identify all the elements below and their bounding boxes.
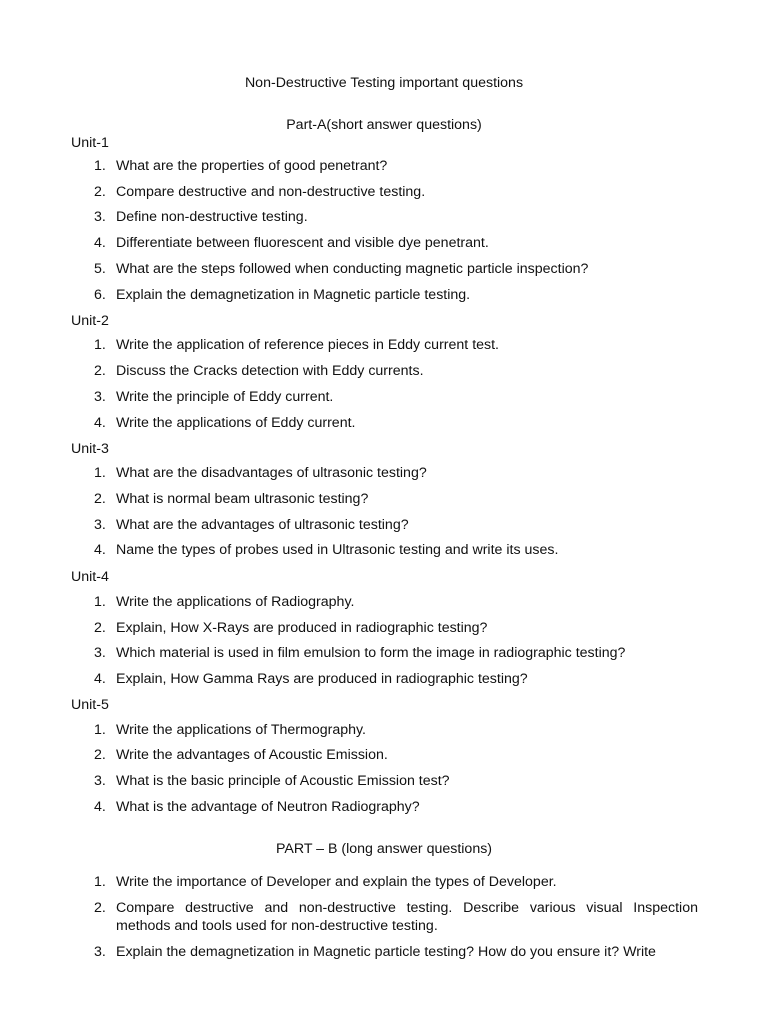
question-text: Name the types of probes used in Ultrasonic testing and write its uses. (116, 542, 559, 558)
question-text: What are the disadvantages of ultrasonic testing? (116, 465, 427, 481)
question-text: Define non-destructive testing. (116, 209, 308, 225)
question-text: Compare destructive and non-destructive testing. (116, 184, 426, 200)
question-item (94, 158, 698, 176)
unit-heading: Unit-4 (71, 569, 109, 585)
question-item (94, 722, 698, 740)
question-item (94, 363, 698, 381)
question-number: 2. (94, 747, 106, 763)
question-text: Write the applications of Eddy current. (116, 415, 356, 431)
question-number: 2. (94, 363, 106, 379)
question-text: What is the basic principle of Acoustic Emission test? (116, 773, 450, 789)
question-number: 5. (94, 261, 106, 277)
question-item (94, 184, 698, 202)
unit-heading: Unit-2 (71, 313, 109, 329)
question-number: 3. (94, 209, 106, 225)
question-item (94, 209, 698, 227)
question-text: Explain the demagnetization in Magnetic particle testing? How do you ensure it? Write (116, 944, 656, 960)
question-item (94, 671, 698, 689)
question-number: 1. (94, 594, 106, 610)
question-item (94, 773, 698, 791)
question-item (94, 799, 698, 817)
question-item (94, 287, 698, 305)
question-text: What is the advantage of Neutron Radiography? (116, 799, 420, 815)
question-text: Write the applications of Radiography. (116, 594, 355, 610)
question-text: What are the properties of good penetrant? (116, 158, 388, 174)
question-text: Write the principle of Eddy current. (116, 389, 334, 405)
question-number: 4. (94, 415, 106, 431)
question-number: 2. (94, 184, 106, 200)
question-item (94, 874, 698, 892)
question-text: Compare destructive and non-destructive testing. Describe various visual Inspection methods and tools used for non-destructive testing. (116, 900, 698, 934)
question-item (94, 747, 698, 765)
question-text: What are the steps followed when conducting magnetic particle inspection? (116, 261, 589, 277)
unit-heading: Unit-3 (71, 441, 109, 457)
question-item (94, 389, 698, 407)
question-text: What are the advantages of ultrasonic testing? (116, 517, 409, 533)
question-item (94, 944, 698, 962)
question-text: Write the importance of Developer and explain the types of Developer. (116, 874, 557, 890)
question-item (94, 517, 698, 535)
question-number: 2. (94, 491, 106, 507)
question-text: Explain, How Gamma Rays are produced in radiographic testing? (116, 671, 528, 687)
question-number: 6. (94, 287, 106, 303)
question-item (94, 261, 698, 279)
question-item (94, 900, 698, 935)
question-text: What is normal beam ultrasonic testing? (116, 491, 369, 507)
question-number: 1. (94, 465, 106, 481)
question-text: Write the applications of Thermography. (116, 722, 366, 738)
question-text: Write the advantages of Acoustic Emission. (116, 747, 388, 763)
question-item (94, 465, 698, 483)
question-text: Explain, How X-Rays are produced in radiographic testing? (116, 620, 488, 636)
question-text: Discuss the Cracks detection with Eddy currents. (116, 363, 424, 379)
question-text: Differentiate between fluorescent and visible dye penetrant. (116, 235, 489, 251)
question-item (94, 235, 698, 253)
question-number: 4. (94, 671, 106, 687)
question-number: 3. (94, 944, 106, 960)
question-number: 4. (94, 542, 106, 558)
question-number: 4. (94, 799, 106, 815)
question-item (94, 491, 698, 509)
question-item (94, 415, 698, 433)
question-item (94, 542, 698, 560)
question-item (94, 594, 698, 612)
question-text: Write the application of reference pieces in Eddy current test. (116, 337, 499, 353)
question-number: 3. (94, 645, 106, 661)
question-number: 1. (94, 722, 106, 738)
unit-heading: Unit-5 (71, 697, 109, 713)
question-number: 4. (94, 235, 106, 251)
question-number: 1. (94, 337, 106, 353)
question-text: Explain the demagnetization in Magnetic particle testing. (116, 287, 471, 303)
question-number: 2. (94, 900, 106, 916)
part-a-heading: Part-A(short answer questions) (286, 117, 482, 133)
unit-heading: Unit-1 (71, 135, 109, 151)
question-item (94, 645, 698, 663)
question-number: 1. (94, 874, 106, 890)
question-number: 3. (94, 517, 106, 533)
question-number: 3. (94, 389, 106, 405)
question-number: 2. (94, 620, 106, 636)
question-number: 3. (94, 773, 106, 789)
question-item (94, 337, 698, 355)
part-b-heading: PART – B (long answer questions) (275, 841, 493, 857)
question-text: Which material is used in film emulsion to form the image in radiographic testing? (116, 645, 626, 661)
question-item (94, 620, 698, 638)
question-number: 1. (94, 158, 106, 174)
document-title: Non-Destructive Testing important questions (244, 75, 524, 91)
